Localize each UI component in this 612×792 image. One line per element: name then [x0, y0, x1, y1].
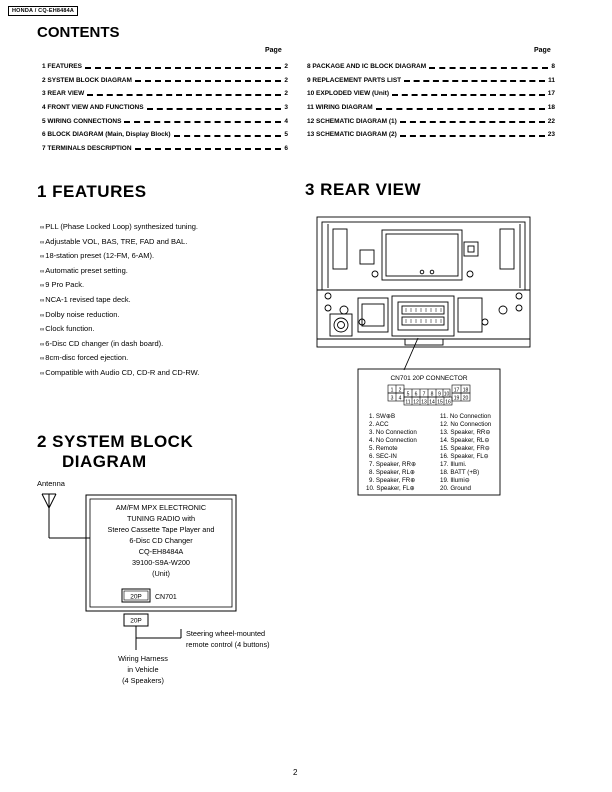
antenna-label: Antenna: [37, 479, 65, 488]
plug-pins: 20P: [130, 617, 142, 625]
pin-number: 10: [443, 391, 450, 398]
pin-description: 16. Speaker, FL⊖: [440, 453, 489, 460]
toc-page: 8: [551, 63, 555, 71]
pin-number: 1: [390, 387, 394, 394]
pin-description: 7. Speaker, RR⊕: [369, 461, 417, 468]
pin-description: 14. Speaker, RL⊖: [440, 437, 490, 444]
toc-page: 3: [284, 104, 288, 112]
pin-number: 15: [437, 399, 443, 406]
pin-number: 13: [421, 399, 427, 406]
toc-page: 2: [284, 63, 288, 71]
unit-line: 6-Disc CD Changer: [129, 536, 193, 545]
pin-number: 4: [398, 395, 402, 402]
unit-line: AM/FM MPX ELECTRONIC: [115, 503, 207, 512]
system-block-heading-line1: 2 SYSTEM BLOCK: [37, 432, 194, 451]
pin-description: 2. ACC: [369, 421, 389, 428]
toc-page: 11: [548, 76, 555, 84]
harness-line: (4 Speakers): [122, 676, 164, 685]
steering-label-line1: Steering wheel-mounted: [186, 629, 266, 638]
leader-dots: [124, 121, 281, 123]
antenna-icon: [42, 494, 90, 538]
pin-description: 5. Remote: [369, 445, 398, 452]
bullet-icon: ∞: [40, 239, 45, 246]
toc-page: 2: [284, 76, 288, 84]
toc-entry[interactable]: [307, 87, 555, 101]
leader-line: [404, 338, 418, 370]
pin-description: 20. Ground: [440, 485, 471, 492]
pin-description: 13. Speaker, RR⊖: [440, 429, 491, 436]
chassis-outline: [317, 217, 530, 347]
unit-model: CQ-EH8484A: [138, 547, 184, 556]
feature-item: [40, 280, 199, 295]
toc-label: 11 WIRING DIAGRAM: [307, 104, 373, 112]
connector-pins-graphic: [406, 308, 441, 323]
wires: [136, 626, 181, 650]
toc-page: 18: [547, 104, 555, 112]
contents-title: CONTENTS: [37, 24, 120, 41]
toc-label: 12 SCHEMATIC DIAGRAM (1): [307, 117, 397, 125]
harness-line: Wiring Harness: [118, 654, 168, 663]
feature-item: [40, 339, 199, 354]
pin-description: 15. Speaker, FR⊖: [440, 445, 490, 452]
toc-label: 13 SCHEMATIC DIAGRAM (2): [307, 131, 397, 139]
toc-page: 5: [284, 131, 288, 139]
toc-entry[interactable]: [307, 101, 555, 115]
feature-item: [40, 368, 199, 383]
leader-dots: [85, 67, 281, 69]
pin-description: 8. Speaker, RL⊕: [369, 469, 416, 476]
unit-part-number: 39100-S9A-W200: [131, 558, 191, 567]
pin-number: 16: [445, 399, 451, 406]
connector-title: CN701 20P CONNECTOR: [390, 375, 468, 382]
feature-item: [40, 266, 199, 281]
toc-page: 4: [284, 117, 288, 125]
feature-text: 8cm-disc forced ejection.: [45, 353, 129, 363]
toc-label: 8 PACKAGE AND IC BLOCK DIAGRAM: [307, 63, 427, 71]
feature-item: [40, 251, 199, 266]
bullet-icon: ∞: [40, 297, 45, 304]
pin-description: 12. No Connection: [440, 421, 492, 428]
page-number: 2: [293, 768, 298, 777]
pin-description: 4. No Connection: [369, 437, 417, 444]
toc-left: [42, 60, 288, 155]
feature-text: Clock function.: [45, 324, 95, 334]
pin-number: 18: [462, 387, 469, 394]
toc-label: 4 FRONT VIEW AND FUNCTIONS: [42, 104, 144, 112]
toc-entry[interactable]: [42, 142, 288, 156]
bullet-icon: ∞: [40, 225, 45, 231]
leader-dots: [404, 80, 545, 82]
features-list: [40, 222, 199, 383]
leader-dots: [135, 80, 281, 82]
feature-text: Dolby noise reduction.: [45, 309, 120, 319]
pin-description: 17. Illumi.: [440, 461, 467, 468]
pin-list-left: [366, 413, 417, 492]
toc-entry[interactable]: [307, 114, 555, 128]
feature-item: [40, 324, 199, 339]
leader-dots: [400, 121, 545, 123]
page-column-label-right: Page: [534, 47, 551, 54]
feature-text: Adjustable VOL, BAS, TRE, FAD and BAL.: [45, 236, 188, 246]
pin-number: 19: [453, 395, 460, 402]
leader-dots: [174, 135, 282, 137]
bullet-icon: ∞: [40, 268, 45, 275]
pin-description: 19. Illumi⊖: [440, 477, 470, 484]
rear-view-heading: 3 REAR VIEW: [305, 180, 422, 199]
bullet-icon: ∞: [40, 341, 45, 348]
leader-dots: [87, 94, 281, 96]
feature-item: [40, 295, 199, 310]
pin-list-right: [440, 413, 492, 492]
feature-text: Automatic preset setting.: [45, 265, 128, 275]
leader-dots: [376, 108, 545, 110]
feature-text: NCA-1 revised tape deck.: [45, 294, 131, 304]
pin-numbers: [391, 388, 469, 406]
toc-page: 2: [284, 90, 288, 98]
toc-label: 3 REAR VIEW: [42, 90, 85, 98]
toc-page: 23: [547, 131, 555, 139]
system-block-heading-line2: DIAGRAM: [62, 452, 147, 471]
bullet-icon: ∞: [40, 254, 45, 261]
feature-text: 9 Pro Pack.: [45, 280, 85, 290]
pin-number: 11: [405, 399, 411, 406]
toc-label: 5 WIRING CONNECTIONS: [42, 117, 122, 125]
pin-description: 9. Speaker, FR⊕: [369, 477, 416, 484]
toc-page: 17: [547, 90, 555, 98]
toc-label: 1 FEATURES: [42, 63, 82, 71]
connector-name: CN701: [155, 594, 177, 601]
leader-dots: [147, 108, 282, 110]
bullet-icon: ∞: [40, 312, 45, 319]
pin-number: 9: [438, 391, 441, 398]
pin-number: 14: [429, 399, 435, 406]
feature-text: Compatible with Audio CD, CD-R and CD-RW.: [45, 367, 200, 377]
toc-entry[interactable]: [307, 74, 555, 88]
page-column-label-left: Page: [265, 47, 282, 54]
feature-item: [40, 237, 199, 252]
pin-description: 10. Speaker, FL⊕: [366, 485, 415, 492]
leader-dots: [392, 94, 545, 96]
bullet-icon: ∞: [40, 370, 45, 377]
feature-item: [40, 310, 199, 325]
system-block-diagram: [0, 470, 300, 700]
model-header-tag: HONDA / CQ-EH8484A: [8, 6, 78, 16]
toc-entry[interactable]: [42, 87, 288, 101]
unit-line: (Unit): [152, 569, 170, 578]
toc-label: 6 BLOCK DIAGRAM (Main, Display Block): [42, 131, 171, 139]
toc-label: 9 REPLACEMENT PARTS LIST: [307, 76, 402, 84]
pin-number: 8: [430, 391, 434, 398]
toc-label: 2 SYSTEM BLOCK DIAGRAM: [42, 76, 132, 84]
pin-number: 5: [406, 391, 410, 398]
pin-description: 18. BATT (+B): [440, 469, 480, 476]
pin-number: 12: [413, 399, 419, 406]
pin-description: 3. No Connection: [369, 429, 417, 436]
leader-dots: [400, 135, 545, 137]
toc-entry[interactable]: [42, 74, 288, 88]
feature-text: 6-Disc CD changer (in dash board).: [45, 338, 164, 348]
pin-description: 1. SW⊕B: [369, 413, 396, 420]
feature-text: PLL (Phase Locked Loop) synthesized tuning.: [45, 222, 199, 231]
toc-page: 22: [547, 117, 555, 125]
harness-line: in Vehicle: [127, 665, 159, 674]
toc-entry[interactable]: [307, 60, 555, 74]
feature-item: [40, 353, 199, 368]
pin-number: 3: [390, 395, 394, 402]
bullet-icon: ∞: [40, 283, 45, 290]
feature-text: 18-station preset (12-FM, 6-AM).: [45, 251, 155, 261]
toc-label: 7 TERMINALS DESCRIPTION: [42, 144, 132, 152]
unit-line: TUNING RADIO with: [126, 514, 196, 523]
unit-line: Stereo Cassette Tape Player and: [107, 525, 215, 534]
pin-number: 7: [422, 391, 426, 398]
bullet-icon: ∞: [40, 327, 45, 334]
connector-pins: 20P: [130, 593, 142, 601]
feature-item: [40, 222, 199, 237]
toc-page: 6: [284, 144, 288, 152]
features-heading: 1 FEATURES: [37, 182, 147, 201]
toc-entry[interactable]: [307, 128, 555, 142]
toc-entry[interactable]: [42, 114, 288, 128]
toc-entry[interactable]: [42, 128, 288, 142]
pin-number: 20: [462, 395, 469, 402]
pin-number: 2: [398, 387, 402, 394]
toc-label: 10 EXPLODED VIEW (Unit): [307, 90, 389, 98]
leader-dots: [429, 67, 548, 69]
pin-description: 11. No Connection: [440, 413, 491, 420]
toc-right: [307, 60, 555, 142]
rear-view-drawing: [300, 212, 550, 502]
steering-label-line2: remote control (4 buttons): [186, 640, 270, 649]
toc-entry[interactable]: [42, 101, 288, 115]
pin-number: 6: [414, 391, 418, 398]
pin-description: 6. SEC-IN: [369, 453, 397, 460]
toc-entry[interactable]: [42, 60, 288, 74]
pin-number: 17: [453, 387, 460, 394]
bullet-icon: ∞: [40, 356, 45, 363]
leader-dots: [135, 148, 282, 150]
